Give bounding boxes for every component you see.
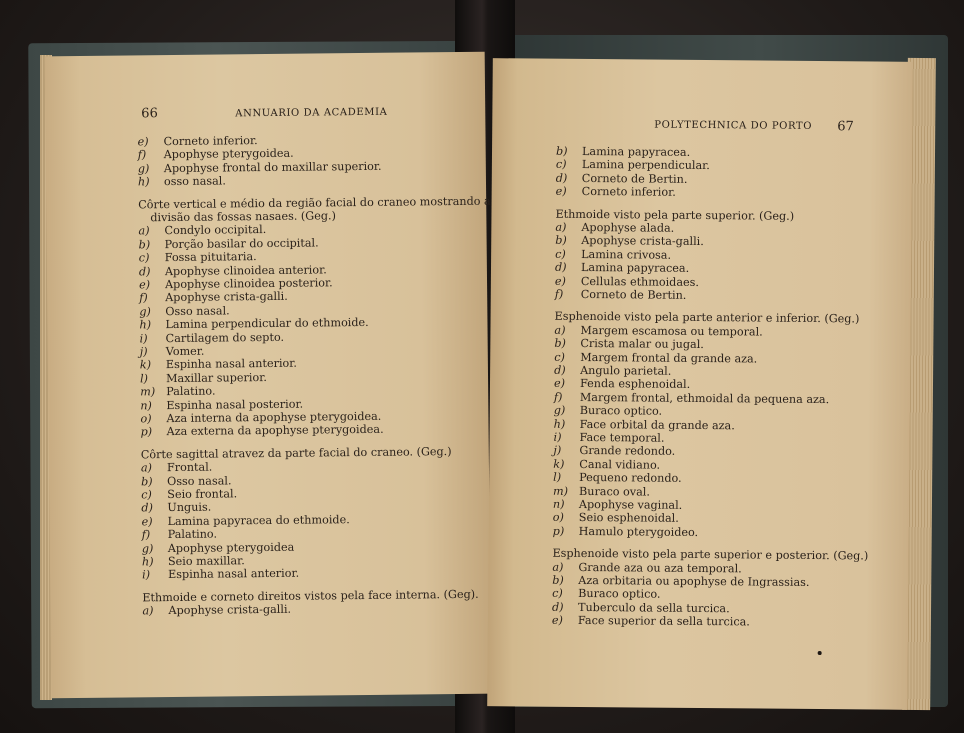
- item-label: h): [139, 318, 152, 332]
- caption-line: [150, 209, 336, 224]
- item-label: n): [140, 398, 152, 412]
- list-item: [139, 250, 257, 264]
- item-label: a): [552, 560, 564, 574]
- list-item: [142, 603, 291, 618]
- list-item: [554, 364, 671, 378]
- list-item: [141, 474, 232, 488]
- item-text: Palatino.: [166, 384, 216, 399]
- item-label: e): [555, 184, 567, 199]
- item-text: Aza orbitaria ou apophyse de Ingrassias.: [578, 573, 810, 589]
- list-item: [552, 587, 660, 601]
- item-label: f): [554, 287, 564, 301]
- item-text: Apophyse crista-galli.: [581, 234, 704, 249]
- item-text: Esphenoide visto pela parte anterior e inferior. (Geg.): [554, 310, 860, 326]
- item-text: Apophyse crista-galli.: [168, 602, 292, 618]
- list-item: [555, 274, 699, 288]
- list-item: [138, 160, 382, 176]
- item-text: Apophyse pterygoidea.: [163, 147, 294, 162]
- list-item: [138, 175, 226, 189]
- item-text: Porção basilar do occipital.: [164, 236, 319, 251]
- item-text: Ethmoide visto pela parte superior. (Geg.): [555, 207, 795, 223]
- list-item: [554, 350, 757, 365]
- list-item: [140, 345, 205, 359]
- item-text: Face temporal.: [579, 430, 665, 445]
- item-label: g): [553, 403, 566, 418]
- list-item: [556, 172, 688, 186]
- item-label: p): [140, 425, 153, 439]
- list-item: [555, 248, 671, 262]
- list-item: [555, 261, 689, 275]
- list-item: [141, 461, 212, 475]
- list-item: [141, 423, 384, 439]
- list-item: [140, 330, 285, 345]
- item-label: a): [142, 604, 154, 618]
- list-item: [553, 511, 679, 525]
- list-item: [142, 567, 299, 582]
- item-label: h): [553, 417, 566, 431]
- item-label: k): [553, 457, 565, 471]
- item-text: Apophyse clinoidea posterior.: [164, 276, 333, 292]
- list-item: [553, 431, 664, 445]
- item-label: m): [140, 385, 156, 399]
- item-label: e): [141, 515, 153, 529]
- item-text: Espinha nasal posterior.: [166, 397, 304, 412]
- item-text: Côrte vertical e médio da região facial do craneo mostrando a: [138, 194, 491, 211]
- list-item: [554, 404, 662, 418]
- item-text: Palatino.: [167, 527, 218, 542]
- list-item: [137, 134, 257, 148]
- list-item: [556, 145, 690, 159]
- list-item: [138, 147, 294, 162]
- list-item: [553, 444, 675, 458]
- item-label: b): [555, 234, 567, 248]
- item-label: m): [553, 484, 569, 498]
- list-item: [139, 276, 333, 291]
- item-text: Lamina papyracea.: [581, 144, 691, 159]
- item-label: e): [137, 135, 149, 149]
- item-label: d): [554, 260, 567, 275]
- list-item: [141, 501, 211, 515]
- item-text: Grande aza ou aza temporal.: [578, 560, 742, 575]
- running-head-right: POLYTECHNICA DO PORTO: [654, 119, 813, 132]
- list-item: [140, 371, 267, 385]
- item-text: Apophyse pterygoidea: [167, 540, 295, 555]
- item-text: Buraco oval.: [579, 484, 650, 499]
- item-label: c): [552, 587, 563, 601]
- list-item: [552, 560, 741, 575]
- item-text: Buraco optico.: [578, 587, 661, 602]
- item-text: Corneto inferior.: [581, 185, 676, 199]
- item-text: Lamina crivosa.: [581, 247, 672, 262]
- item-text: Angulo parietal.: [580, 363, 672, 378]
- list-item: [554, 337, 704, 351]
- list-item: [555, 221, 674, 235]
- item-text: Seio maxillar.: [167, 554, 245, 569]
- list-item: [139, 236, 319, 251]
- item-text: Apophyse alada.: [581, 220, 675, 235]
- item-text: Osso nasal.: [165, 304, 230, 318]
- item-label: i): [142, 568, 151, 582]
- item-text: osso nasal.: [163, 174, 226, 189]
- item-text: Esphenoide visto pela parte superior e posterior. (Geg.): [552, 546, 869, 563]
- item-text: Condylo occipital.: [164, 223, 267, 238]
- item-label: c): [141, 488, 152, 502]
- item-text: Apophyse vaginal.: [578, 497, 683, 512]
- list-item: [140, 357, 297, 372]
- item-label: f): [553, 390, 563, 404]
- item-text: Apophyse frontal do maxillar superior.: [163, 159, 382, 175]
- item-label: o): [140, 412, 152, 426]
- item-label: a): [140, 461, 153, 475]
- item-text: Seio esphenoidal.: [578, 511, 679, 526]
- list-item: [555, 234, 704, 248]
- page-number-left: 66: [141, 106, 158, 122]
- item-label: g): [137, 162, 150, 176]
- item-text: Canal vidiano.: [579, 457, 661, 472]
- list-item: [139, 290, 288, 305]
- item-label: i): [139, 331, 148, 345]
- item-label: d): [551, 600, 564, 614]
- item-text: Buraco optico.: [579, 404, 663, 418]
- item-text: Vomer.: [165, 344, 205, 359]
- item-text: Corneto de Bertin.: [581, 171, 688, 186]
- list-item: [142, 540, 295, 555]
- item-text: Margem frontal, ethmoidal da pequena aza.: [579, 390, 830, 406]
- list-item: [141, 487, 237, 501]
- list-item: [556, 185, 676, 199]
- item-label: c): [554, 350, 565, 364]
- list-item: [553, 498, 682, 512]
- list-item: [553, 525, 699, 539]
- item-text: Unguis.: [167, 500, 212, 515]
- item-text: Ethmoide e corneto direitos vistos pela face interna. (Geg).: [142, 587, 479, 605]
- item-text: Frontal.: [166, 460, 213, 475]
- item-text: Seio frontal.: [167, 487, 238, 502]
- list-item: [556, 158, 710, 172]
- item-text: Cellulas ethmoidaes.: [580, 274, 700, 289]
- right-page: [487, 58, 913, 710]
- item-label: e): [551, 613, 563, 628]
- list-item: [552, 601, 730, 616]
- item-text: Crista malar ou jugal.: [580, 337, 704, 352]
- list-item: [555, 288, 687, 302]
- item-text: Corneto de Bertin.: [580, 287, 687, 302]
- list-item: [554, 324, 762, 339]
- item-text: Fenda esphenoidal.: [579, 377, 691, 392]
- item-text: Grande redondo.: [579, 444, 676, 459]
- list-item: [553, 458, 660, 472]
- item-label: d): [555, 171, 568, 185]
- running-head-left: ANNUARIO DA ACADEMIA: [235, 106, 388, 120]
- item-text: Côrte sagittal atravez da parte facial do craneo. (Geg.): [140, 444, 452, 462]
- caption-line: [142, 588, 478, 605]
- item-label: b): [554, 336, 566, 351]
- ink-speck: [818, 651, 822, 655]
- item-label: h): [137, 175, 150, 189]
- item-text: Face orbital da grande aza.: [579, 417, 735, 432]
- caption-line: [141, 445, 452, 461]
- item-text: Lamina perpendicular.: [581, 158, 710, 173]
- list-item: [552, 614, 750, 629]
- list-item: [139, 316, 368, 331]
- list-item: [142, 528, 217, 542]
- item-label: f): [137, 148, 147, 162]
- item-label: e): [554, 274, 566, 288]
- item-text: divisão das fossas nasaes. (Geg.): [150, 209, 336, 225]
- item-text: Margem frontal da grande aza.: [580, 350, 758, 366]
- item-label: c): [555, 247, 566, 261]
- item-text: Lamina papyracea do ethmoide.: [167, 512, 350, 528]
- left-page: [45, 52, 492, 699]
- item-text: Face superior da sella turcica.: [577, 614, 750, 629]
- item-label: l): [553, 470, 562, 484]
- item-label: f): [141, 528, 151, 542]
- list-item: [553, 471, 682, 485]
- item-label: d): [554, 363, 566, 377]
- item-text: Espinha nasal anterior.: [168, 567, 300, 582]
- list-item: [142, 554, 245, 568]
- item-label: l): [139, 372, 149, 386]
- item-text: Margem escamosa ou temporal.: [580, 323, 763, 339]
- item-text: Fossa pituitaria.: [164, 250, 257, 265]
- list-item: [138, 223, 266, 237]
- item-label: b): [555, 144, 568, 158]
- item-label: p): [552, 524, 565, 538]
- item-label: c): [555, 158, 567, 172]
- item-text: Apophyse clinoidea anterior.: [164, 262, 327, 278]
- item-text: Apophyse crista-galli.: [165, 290, 288, 305]
- item-text: Lamina perpendicular do ethmoide.: [165, 316, 369, 332]
- item-text: Corneto inferior.: [163, 134, 258, 149]
- item-label: e): [138, 278, 151, 292]
- item-label: f): [139, 291, 148, 305]
- item-label: b): [138, 238, 151, 252]
- item-label: h): [141, 555, 154, 569]
- item-label: g): [139, 305, 151, 319]
- item-text: Aza externa da apophyse pterygoidea.: [166, 423, 384, 439]
- item-label: g): [141, 541, 154, 555]
- item-label: j): [139, 345, 148, 359]
- item-label: d): [138, 264, 151, 278]
- item-text: Lamina papyracea.: [580, 261, 690, 276]
- item-label: b): [141, 474, 153, 488]
- list-item: [139, 304, 230, 318]
- item-label: d): [141, 501, 153, 515]
- item-text: Aza interna da apophyse pterygoidea.: [166, 409, 382, 426]
- item-text: Osso nasal.: [167, 473, 232, 488]
- list-item: [140, 385, 215, 399]
- list-item: [140, 397, 303, 412]
- list-item: [553, 484, 650, 498]
- item-text: Hamulo pterygoideo.: [578, 524, 699, 539]
- item-label: k): [139, 358, 152, 372]
- caption-line: [138, 194, 491, 211]
- page-number-right: 67: [837, 119, 854, 135]
- item-label: e): [553, 377, 566, 391]
- item-label: a): [138, 224, 150, 238]
- item-label: a): [554, 323, 566, 337]
- item-label: j): [553, 444, 562, 458]
- item-label: b): [552, 573, 564, 587]
- list-item: [554, 417, 735, 432]
- item-text: Tuberculo da sella turcica.: [577, 600, 730, 616]
- item-text: Maxillar superior.: [165, 370, 267, 385]
- item-label: o): [552, 511, 564, 525]
- item-label: n): [552, 497, 565, 511]
- item-label: i): [553, 430, 562, 444]
- item-label: c): [138, 251, 150, 265]
- list-item: [141, 513, 349, 528]
- item-label: a): [555, 220, 567, 234]
- item-text: Cartilagem do septo.: [165, 330, 285, 345]
- item-text: Espinha nasal anterior.: [165, 357, 297, 372]
- list-item: [554, 377, 690, 391]
- item-text: Pequeno redondo.: [579, 471, 682, 486]
